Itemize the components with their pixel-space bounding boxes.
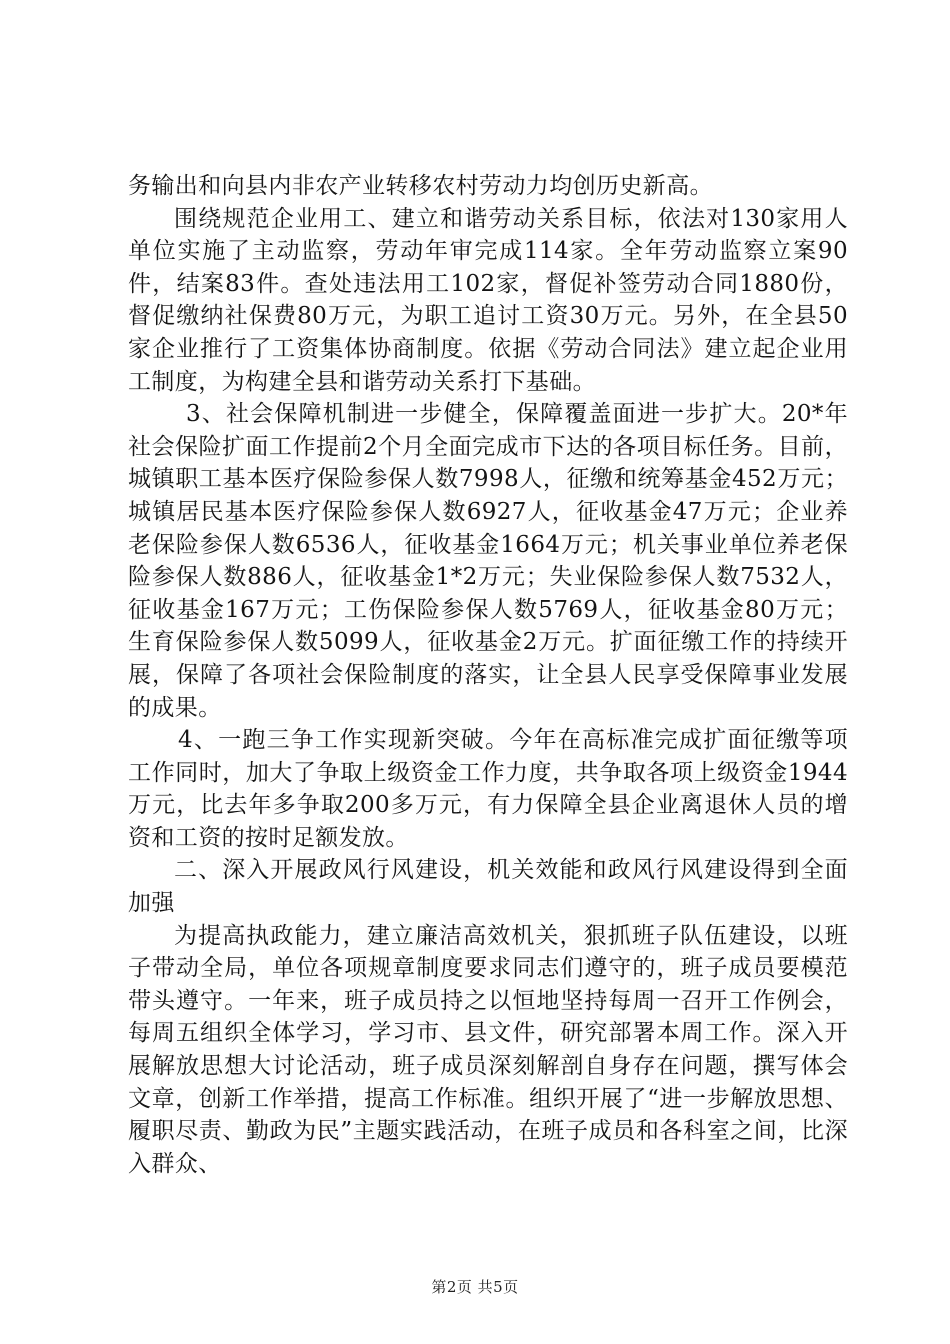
paragraph-labor-inspection: 围绕规范企业用工、建立和谐劳动关系目标，依法对130家用人单位实施了主动监察，劳动年审完成114家。全年劳动监察立案90件，结案83件。查处违法用工102家，督促补签劳动合同1880份，督促缴纳社保费80万元，为职工追讨工资30万元。另外，在全县50家企业推行了工资集体协商制度。依据《劳动合同法》建立起企业用工制度，为构建全县和谐劳动关系打下基础。 bbox=[128, 205, 848, 395]
paragraph-team-building: 为提高执政能力，建立廉洁高效机关，狠抓班子队伍建设，以班子带动全局，单位各项规章制度要求同志们遵守的，班子成员要模范带头遵守。一年来，班子成员持之以恒地坚持每周一召开工作例会，每周五组织全体学习，学习市、县文件，研究部署本周工作。深入开展解放思想大讨论活动，班子成员深刻解剖自身存在问题，撰写体会文章，创新工作举措，提高工作标准。组织开展了“进一步解放思想、履职尽责、勤政为民”主题实践活动，在班子成员和各科室之间，比深入群众、 bbox=[128, 922, 848, 1177]
paragraph-social-security: 3、社会保障机制进一步健全，保障覆盖面进一步扩大。20*年社会保险扩面工作提前2个月全面完成市下达的各项目标任务。目前，城镇职工基本医疗保险参保人数7998人，征缴和统筹基金452万元；城镇居民基本医疗保险参保人数6927人，征收基金47万元；企业养老保险参保人数6536人，征收基金1664万元；机关事业单位养老保险参保人数886人，征收基金1*2万元；失业保险参保人数7532人，征收基金167万元；工伤保险参保人数5769人，征收基金80万元；生育保险参保人数5099人，征收基金2万元。扩面征缴工作的持续开展，保障了各项社会保险制度的落实，让全县人民享受保障事业发展的成果。 bbox=[128, 401, 848, 721]
document-body bbox=[128, 170, 848, 1180]
paragraph-continuation: 务输出和向县内非农产业转移农村劳动力均创历史新高。 bbox=[128, 173, 713, 199]
page-footer: 第2页 共5页 bbox=[431, 1278, 519, 1296]
paragraph-funding: 4、一跑三争工作实现新突破。今年在高标准完成扩面征缴等项工作同时，加大了争取上级资金工作力度，共争取各项上级资金1944万元，比去年多争取200多万元，有力保障全县企业离退休人员的增资和工资的按时足额发放。 bbox=[128, 727, 848, 851]
section-heading-two: 二、深入开展政风行风建设，机关效能和政风行风建设得到全面加强 bbox=[128, 857, 848, 917]
